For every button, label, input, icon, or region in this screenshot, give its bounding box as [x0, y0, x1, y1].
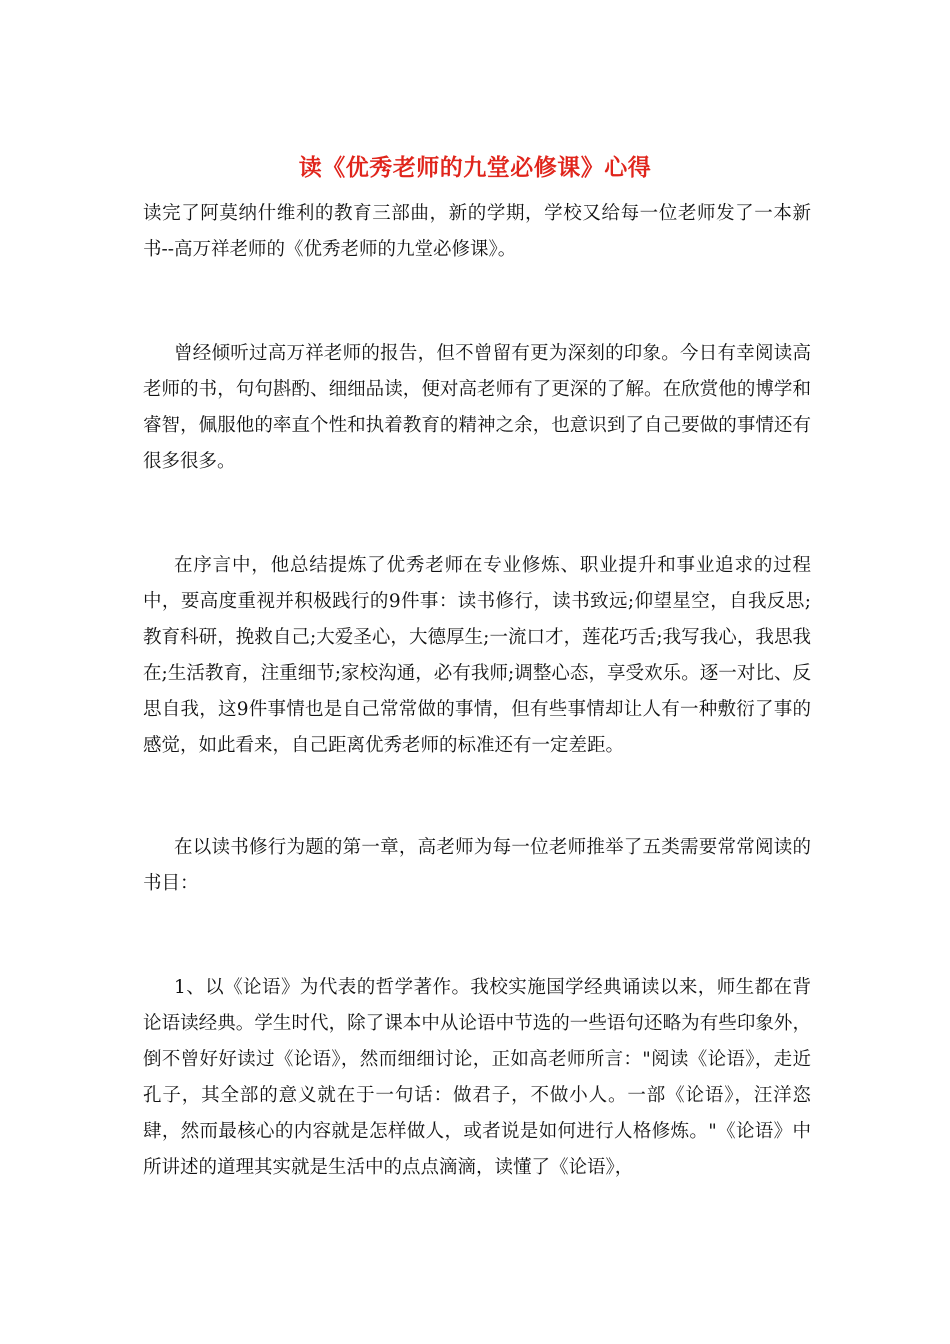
paragraph-preface: 在序言中，他总结提炼了优秀老师在专业修炼、职业提升和事业追求的过程中，要高度重视并积极践行的9件事：读书修行，读书致远;仰望星空，自我反思;教育科研，挽救自己;大爱圣心，大德厚生;一流口才，莲花巧舌;我写我心，我思我在;生活教育，注重细节;家校沟通，必有我师;调整心态，享受欢乐。逐一对比、反思自我，这9件事情也是自己常常做的事情，但有些事情却让人有一种敷衍了事的感觉，如此看来，自己距离优秀老师的标准还有一定差距。 — [143, 555, 811, 756]
paragraph-impression: 曾经倾听过高万祥老师的报告，但不曾留有更为深刻的印象。今日有幸阅读高老师的书，句句斟酌、细细品读，便对高老师有了更深的了解。在欣赏他的博学和睿智，佩服他的率直个性和执着教育的精神之余，也意识到了自己要做的事情还有很多很多。 — [143, 343, 811, 472]
document-title: 读《优秀老师的九堂必修课》心得 — [298, 154, 652, 181]
paragraph-analects: 1、以《论语》为代表的哲学著作。我校实施国学经典诵读以来，师生都在背论语读经典。学生时代，除了课本中从论语中节选的一些语句还略为有些印象外，倒不曾好好读过《论语》，然而细细讨论，正如高老师所言："阅读《论语》，走近孔子，其全部的意义就在于一句话：做君子，不做小人。一部《论语》，汪洋恣肆，然而最核心的内容就是怎样做人，或者说是如何进行人格修炼。"《论语》中所讲述的道理其实就是生活中的点点滴滴，读懂了《论语》， — [143, 977, 811, 1178]
paragraph-chapter-one: 在以读书修行为题的第一章，高老师为每一位老师推举了五类需要常常阅读的书目： — [143, 837, 811, 894]
paragraph-intro: 读完了阿莫纳什维利的教育三部曲，新的学期，学校又给每一位老师发了一本新书--高万祥老师的《优秀老师的九堂必修课》。 — [143, 203, 811, 260]
